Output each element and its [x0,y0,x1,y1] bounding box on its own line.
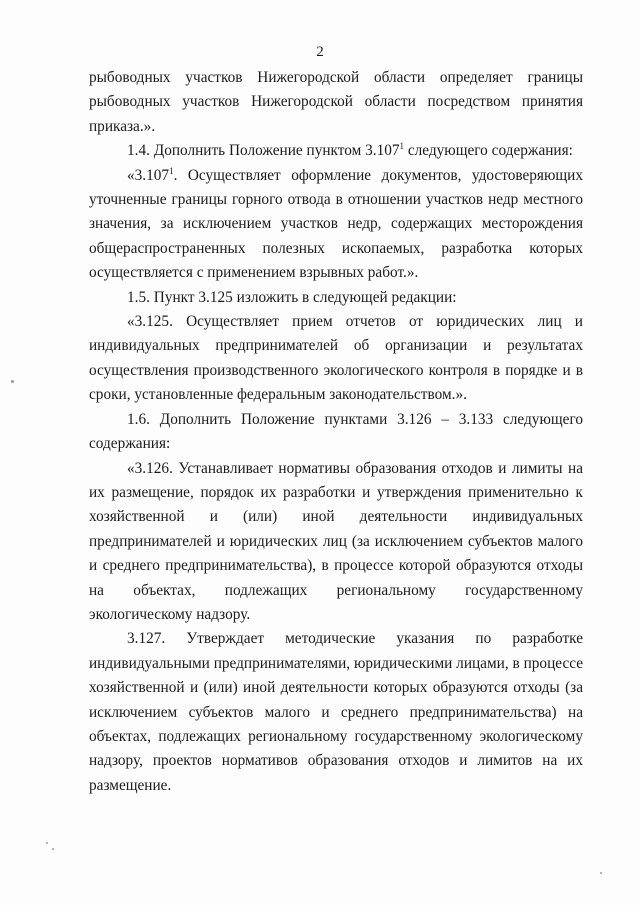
paragraph-p-3-107 [89,164,583,286]
paragraph-text: 1.6. Дополнить Положение пунктами 3.126 – 3.133 следующего содержания: [89,410,583,453]
paragraph-text: следующего содержания: [404,142,573,160]
paragraph-text: рыбоводных участков Нижегородской области определяет границы рыбоводных участков Нижегородской области посредством принятия приказа.». [89,69,583,135]
paragraph-p-3-126 [89,457,583,628]
document-body [89,66,583,798]
scan-speck [11,380,14,383]
scan-speck [600,872,602,874]
paragraph-p-3-127 [89,627,583,798]
paragraph-p-1-5 [89,286,583,310]
page-number: 2 [316,44,324,60]
paragraph-text: 1.5. Пункт 3.125 изложить в следующей редакции: [127,288,457,306]
scan-speck [52,848,54,850]
paragraph-text: . Осуществляет оформление документов, удостоверяющих уточненные границы горного отвода в отношении участков недр местного значения, за исключением участков недр, содержащих месторождения общераспространенных полезных ископаемых, разработка которых осуществляется с применением взрывных работ.». [89,166,583,282]
paragraph-p-cont [89,66,583,139]
paragraph-text: «3.125. Осуществляет прием отчетов от юридических лиц и индивидуальных предпринимателей об организации и результатах осуществления производственного экологического контроля в порядке и в сроки, установленные федеральным законодательством.». [89,313,583,404]
superscript: 1 [169,165,174,176]
paragraph-p-1-6 [89,408,583,457]
paragraph-text: 1.4. Дополнить Положение пунктом 3.107 [127,142,400,160]
paragraph-text: 3.127. Утверждает методические указания по разработке индивидуальными предпринимателями, юридическими лицами, в процессе хозяйственной и (или) иной деятельности которых образуются отходы (за исключением субъектов малого и среднего предпринимательства) на объектах, подлежащих региональному государственному экологическому надзору, проектов нормативов образования отходов и лимитов на их размещение. [89,630,583,794]
paragraph-text: «3.107 [127,166,170,184]
paragraph-p-1-4 [89,139,583,163]
superscript: 1 [399,141,405,152]
paragraph-text: «3.126. Устанавливает нормативы образования отходов и лимиты на их размещение, порядок их разработки и утверждения применительно к хозяйственной и (или) иной деятельности индивидуальных предпринимателей и юридических лиц (за исключением субъектов малого и среднего предпринимательства), в процессе которой образуются отходы на объектах, подлежащих региональному государственному экологическому надзору. [89,459,583,623]
paragraph-p-3-125 [89,310,583,408]
scan-speck [46,842,48,844]
